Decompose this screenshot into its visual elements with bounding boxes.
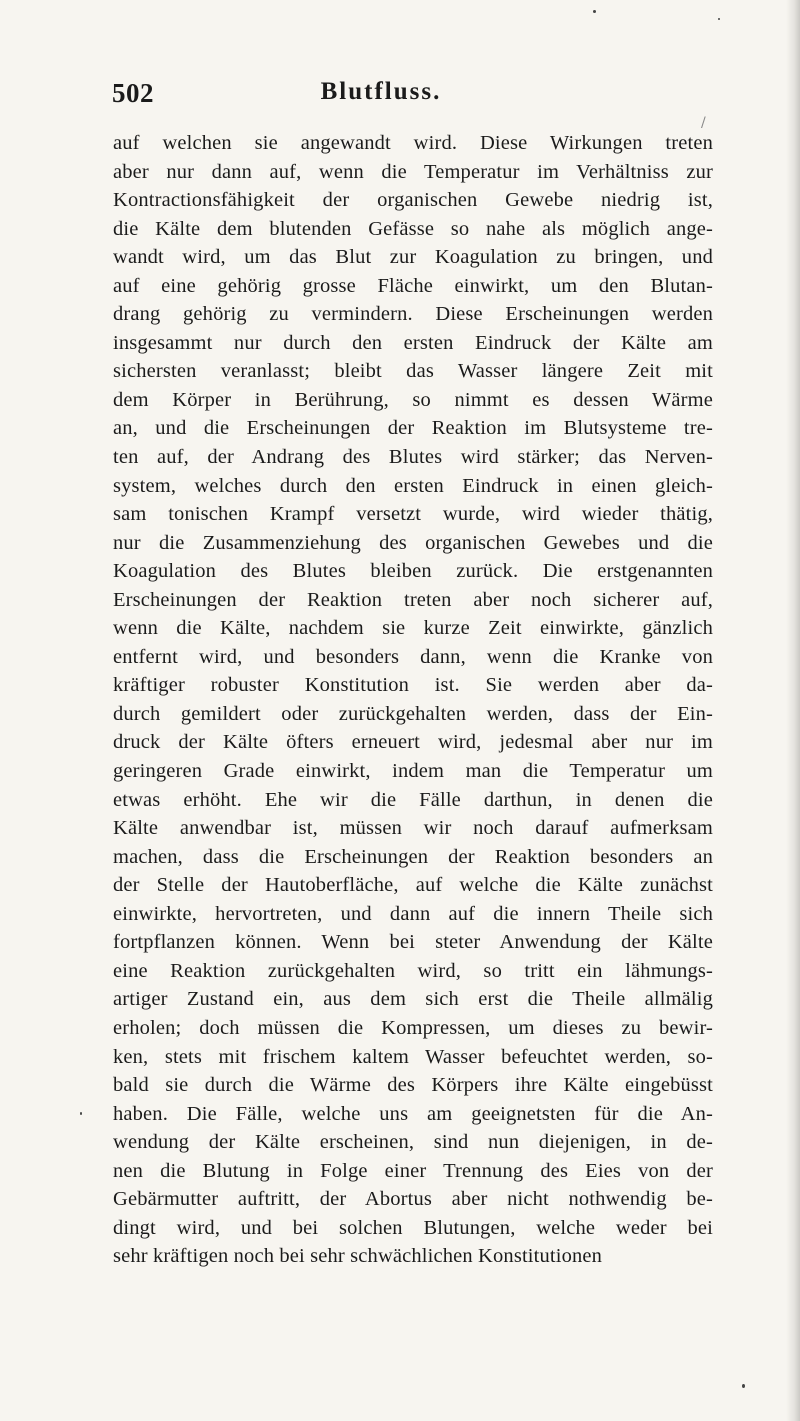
text-line: druck der Kälte öfters erneuert wird, jedesmal aber nur im — [113, 731, 713, 754]
page-edge-shadow — [786, 0, 800, 1421]
paper-speck — [718, 18, 720, 20]
text-line: durch gemildert oder zurückgehalten werden, dass der Ein- — [113, 702, 713, 725]
body-text — [113, 129, 713, 1271]
text-line: auf welchen sie angewandt wird. Diese Wirkungen treten — [113, 132, 713, 154]
text-line: nur die Zusammenziehung des organischen Gewebes und die — [113, 531, 713, 554]
page-number: 502 — [112, 78, 154, 108]
text-line: wenn die Kälte, nachdem sie kurze Zeit einwirkte, gänzlich — [113, 617, 713, 640]
text-line: dingt wird, und bei solchen Blutungen, welche weder bei — [113, 1216, 713, 1239]
text-line: an, und die Erscheinungen der Reaktion im Blutsysteme tre- — [113, 417, 713, 440]
text-line: sehr kräftigen noch bei sehr schwächlichen Konstitutionen — [113, 1245, 603, 1268]
paper-speck — [593, 10, 596, 13]
page-header — [112, 78, 712, 131]
text-line: wandt wird, um das Blut zur Koagulation zu bringen, und — [113, 246, 713, 269]
text-line: system, welches durch den ersten Eindruck in einen gleich- — [113, 474, 713, 497]
text-line: fortpflanzen können. Wenn bei steter Anwendung der Kälte — [113, 931, 713, 954]
text-line: ten auf, der Andrang des Blutes wird stärker; das Nerven- — [113, 446, 713, 469]
text-line: Kontractionsfähigkeit der organischen Gewebe niedrig ist, — [113, 189, 713, 212]
running-title: Blutfluss. — [320, 78, 442, 105]
text-line: Gebärmutter auftritt, der Abortus aber nicht nothwendig be- — [113, 1188, 713, 1211]
text-line: etwas erhöht. Ehe wir die Fälle darthun, in denen die — [113, 788, 713, 811]
paper-speck — [742, 1384, 745, 1388]
stray-pencil-mark: / — [701, 115, 706, 131]
text-line: aber nur dann auf, wenn die Temperatur im Verhältniss zur — [113, 160, 713, 183]
text-line: die Kälte dem blutenden Gefässe so nahe als möglich ange- — [113, 217, 713, 240]
text-line: erholen; doch müssen die Kompressen, um dieses zu bewir- — [113, 1016, 713, 1039]
text-line: der Stelle der Hautoberfläche, auf welche die Kälte zunächst — [113, 874, 713, 897]
text-line: wendung der Kälte erscheinen, sind nun diejenigen, in de- — [113, 1131, 713, 1154]
text-line: machen, dass die Erscheinungen der Reaktion besonders an — [113, 845, 713, 868]
text-line: geringeren Grade einwirkt, indem man die Temperatur um — [113, 760, 713, 783]
text-line: ken, stets mit frischem kaltem Wasser befeuchtet werden, so- — [113, 1045, 713, 1068]
text-line: sichersten veranlasst; bleibt das Wasser längere Zeit mit — [113, 360, 713, 383]
text-line: haben. Die Fälle, welche uns am geeignetsten für die An- — [113, 1102, 713, 1125]
text-line: eine Reaktion zurückgehalten wird, so tritt ein lähmungs- — [113, 959, 713, 982]
text-line: dem Körper in Berührung, so nimmt es dessen Wärme — [113, 388, 713, 411]
text-line: kräftiger robuster Konstitution ist. Sie werden aber da- — [113, 674, 713, 697]
paper-speck — [80, 1112, 82, 1115]
text-line: insgesammt nur durch den ersten Eindruck der Kälte am — [113, 331, 713, 354]
text-line: nen die Blutung in Folge einer Trennung des Eies von der — [113, 1159, 713, 1182]
text-line: Koagulation des Blutes bleiben zurück. Die erstgenannten — [113, 560, 713, 583]
text-line: einwirkte, hervortreten, und dann auf die innern Theile sich — [113, 902, 713, 925]
text-line: Erscheinungen der Reaktion treten aber noch sicherer auf, — [113, 588, 713, 611]
text-line: entfernt wird, und besonders dann, wenn die Kranke von — [113, 645, 713, 668]
text-line: Kälte anwendbar ist, müssen wir noch darauf aufmerksam — [113, 817, 713, 840]
text-line: sam tonischen Krampf versetzt wurde, wird wieder thätig, — [113, 503, 713, 526]
text-line: artiger Zustand ein, aus dem sich erst die Theile allmälig — [113, 988, 713, 1011]
text-line: bald sie durch die Wärme des Körpers ihre Kälte eingebüsst — [113, 1074, 713, 1097]
text-line: auf eine gehörig grosse Fläche einwirkt, um den Blutan- — [113, 274, 713, 297]
text-line: drang gehörig zu vermindern. Diese Erscheinungen werden — [113, 303, 713, 326]
